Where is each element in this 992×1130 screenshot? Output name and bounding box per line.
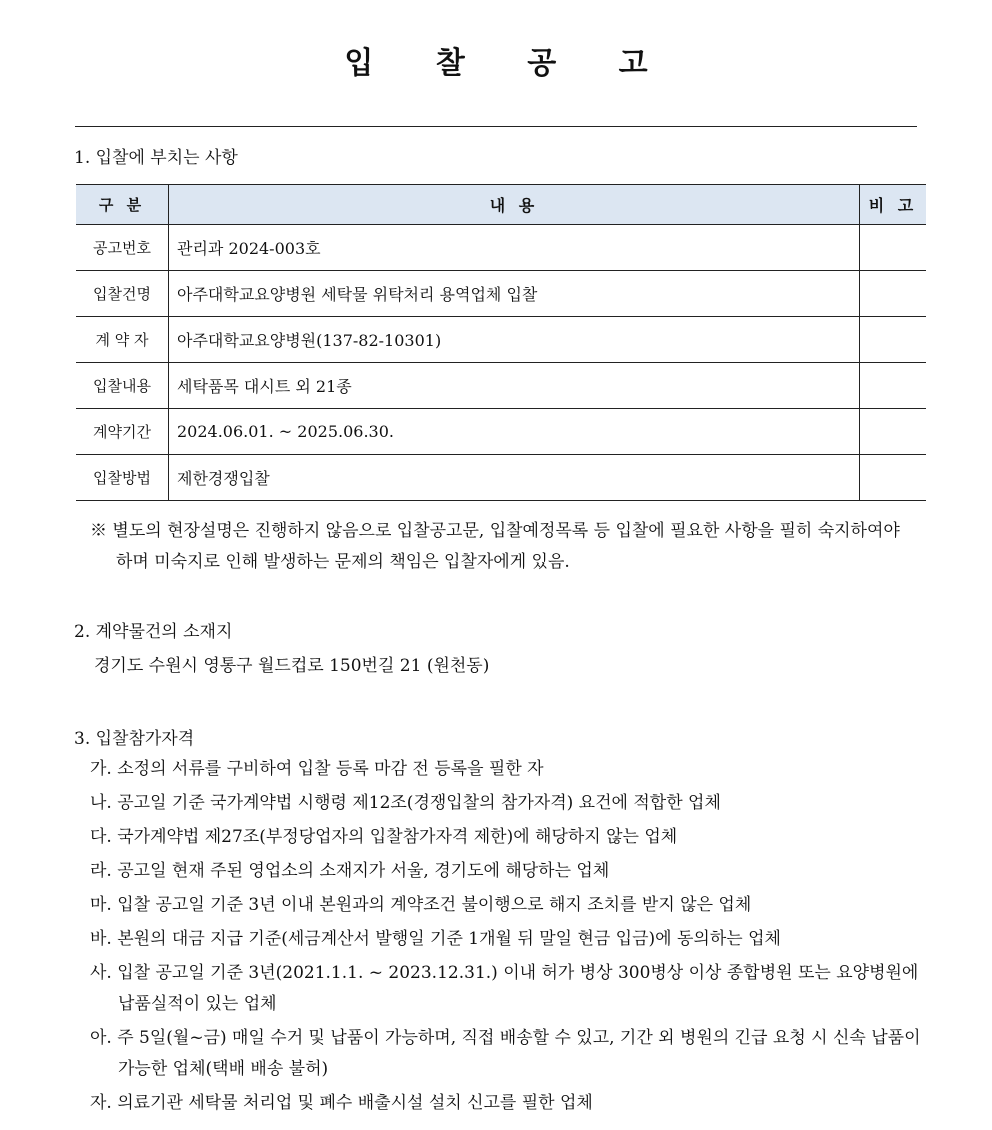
row-value: 세탁품목 대시트 외 21종 [169, 363, 860, 409]
document-title: 입 찰 공 고 [344, 46, 674, 81]
location-address: 경기도 수원시 영통구 월드컵로 150번길 21 (원천동) [94, 656, 490, 676]
section1-heading: 1. 입찰에 부치는 사항 [74, 148, 238, 168]
row-label: 입찰건명 [76, 271, 169, 317]
notice-paragraph [90, 516, 920, 578]
item-text: 가. 소정의 서류를 구비하여 입찰 등록 마감 전 등록을 필한 자 [90, 759, 544, 779]
title-divider [75, 126, 917, 127]
row-note [860, 317, 927, 363]
row-label: 입찰내용 [76, 363, 169, 409]
header-category: 구 분 [76, 185, 169, 225]
list-item [90, 958, 930, 1020]
bid-info-table [76, 184, 926, 501]
row-value: 아주대학교요양병원(137-82-10301) [169, 317, 860, 363]
row-note [860, 409, 927, 455]
item-text: 마. 입찰 공고일 기준 3년 이내 본원과의 계약조건 불이행으로 해지 조치를 받지 않은 업체 [90, 895, 752, 915]
table-row [76, 271, 926, 317]
section2-heading: 2. 계약물건의 소재지 [74, 622, 233, 642]
list-item [90, 924, 930, 955]
item-text: 자. 의료기관 세탁물 처리업 및 폐수 배출시설 설치 신고를 필한 업체 [90, 1093, 593, 1113]
item-text: 다. 국가계약법 제27조(부정당업자의 입찰참가자격 제한)에 해당하지 않는 업체 [90, 827, 678, 847]
table-row [76, 317, 926, 363]
row-value: 아주대학교요양병원 세탁물 위탁처리 용역업체 입찰 [169, 271, 860, 317]
row-label: 계 약 자 [76, 317, 169, 363]
table-row [76, 363, 926, 409]
header-remarks: 비 고 [860, 185, 927, 225]
notice-line: ※ 별도의 현장설명은 진행하지 않음으로 입찰공고문, 입찰예정목록 등 입찰에 필요한 사항을 필히 숙지하여야 [90, 521, 900, 541]
row-label: 입찰방법 [76, 455, 169, 501]
item-text: 아. 주 5일(월~금) 매일 수거 및 납품이 가능하며, 직접 배송할 수 있고, 기간 외 병원의 긴급 요청 시 신속 납품이 [90, 1028, 921, 1048]
row-label: 계약기간 [76, 409, 169, 455]
section3-heading: 3. 입찰참가자격 [74, 729, 195, 749]
table-row [76, 409, 926, 455]
row-note [860, 225, 927, 271]
list-item [90, 788, 930, 819]
header-content: 내 용 [169, 185, 860, 225]
row-note [860, 271, 927, 317]
qualification-list [90, 754, 930, 1122]
list-item [90, 1023, 930, 1085]
table-row [76, 225, 926, 271]
item-text: 라. 공고일 현재 주된 영업소의 소재지가 서울, 경기도에 해당하는 업체 [90, 861, 610, 881]
row-note [860, 455, 927, 501]
item-continuation: 납품실적이 있는 업체 [118, 994, 277, 1014]
row-value: 관리과 2024-003호 [169, 225, 860, 271]
item-text: 바. 본원의 대금 지급 기준(세금계산서 발행일 기준 1개월 뒤 말일 현금 입금)에 동의하는 업체 [90, 929, 781, 949]
list-item [90, 856, 930, 887]
table-row [76, 455, 926, 501]
list-item [90, 754, 930, 785]
item-text: 사. 입찰 공고일 기준 3년(2021.1.1. ~ 2023.12.31.) 이내 허가 병상 300병상 이상 종합병원 또는 요양병원에 [90, 963, 919, 983]
row-value: 2024.06.01. ~ 2025.06.30. [169, 409, 860, 455]
row-label: 공고번호 [76, 225, 169, 271]
item-text: 나. 공고일 기준 국가계약법 시행령 제12조(경쟁입찰의 참가자격) 요건에 적합한 업체 [90, 793, 721, 813]
list-item [90, 890, 930, 921]
row-note [860, 363, 927, 409]
item-continuation: 가능한 업체(택배 배송 불허) [118, 1059, 329, 1079]
table-header-row [76, 185, 926, 225]
list-item [90, 1088, 930, 1119]
list-item [90, 822, 930, 853]
row-value: 제한경쟁입찰 [169, 455, 860, 501]
notice-line: 하며 미숙지로 인해 발생하는 문제의 책임은 입찰자에게 있음. [116, 552, 570, 572]
